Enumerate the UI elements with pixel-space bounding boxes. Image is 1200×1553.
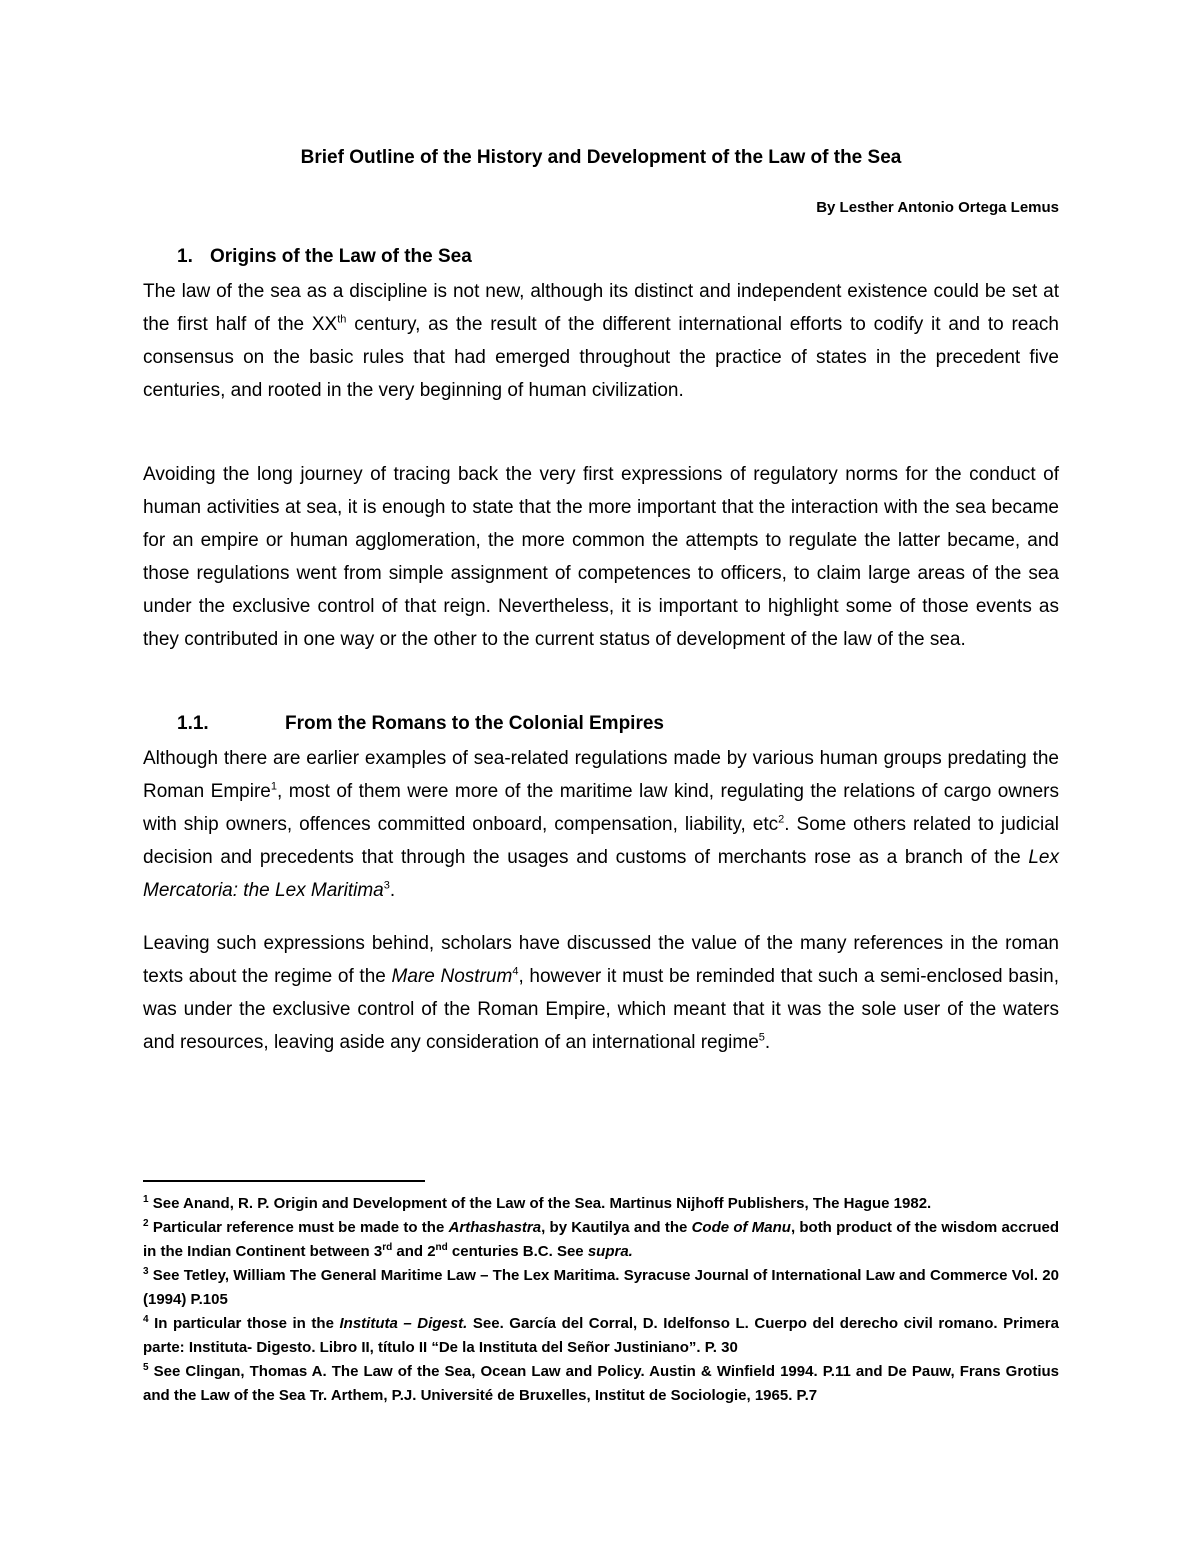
footnote-ref-1[interactable]: 1 — [270, 780, 277, 793]
italic-text: Mare Nostrum — [391, 966, 513, 987]
footnote-text: See Anand, R. P. Origin and Development of the Law of the Sea. Martinus Nijhoff Publishers, The Hague 1982. — [148, 1195, 932, 1212]
footnote-3 — [143, 1264, 1059, 1312]
footnote-text: Particular reference must be made to the — [148, 1219, 449, 1236]
paragraph-text: . — [389, 880, 396, 901]
paragraph-text: The law of the sea as a discipline is not new, although its distinct and independent existence could be set at the first half of the XX — [143, 281, 1059, 335]
footnote-ref-3[interactable]: 3 — [383, 879, 390, 892]
footnote-text: See Tetley, William The General Maritime Law – The Lex Maritima. Syracuse Journal of International Law and Commerce Vol. 20 (1994) P.105 — [143, 1267, 1059, 1308]
section-heading-1 — [177, 244, 472, 270]
footnote-separator — [143, 1180, 425, 1182]
paragraph-text: Although there are earlier examples of sea-related regulations made by various human groups predating the Roman Empire — [143, 748, 1059, 802]
italic-text: Arthashastra — [448, 1219, 542, 1236]
paragraph-text: , most of them were more of the maritime law kind, regulating the relations of cargo owners with ship owners, offences committed onboard, compensation, liability, etc — [143, 781, 1059, 835]
footnote-2 — [143, 1216, 1059, 1264]
superscript: nd — [435, 1242, 448, 1253]
footnote-text: See. García del Corral, D. Idelfonso L. Cuerpo del derecho civil romano. Primera parte: Instituta- Digesto. Libro II, título II “De la Instituta del Señor Justiniano”. P. 30 — [143, 1315, 1059, 1356]
footnote-text: , both product of the wisdom accrued in the Indian Continent between 3 — [143, 1219, 1059, 1260]
footnote-text: , by Kautilya and the — [541, 1219, 692, 1236]
paragraph-text: . Some others related to judicial decision and precedents that through the usages and customs of merchants rose as a branch of the — [143, 814, 1060, 868]
paragraph-text: . — [764, 1032, 771, 1053]
footnote-text: and 2 — [392, 1243, 436, 1260]
section-number: 1. — [177, 246, 193, 267]
italic-text: supra. — [587, 1243, 633, 1260]
superscript: rd — [382, 1242, 393, 1253]
paragraph — [143, 927, 1059, 1059]
footnote-text: centuries B.C. See — [447, 1243, 588, 1260]
section-title: From the Romans to the Colonial Empires — [285, 713, 664, 734]
footnote-text: In particular those in the — [148, 1315, 340, 1332]
italic-text: Lex Mercatoria: the Lex Maritima — [143, 847, 1059, 901]
footnote-ref-5[interactable]: 5 — [758, 1031, 765, 1044]
italic-text: Instituta – Digest. — [339, 1315, 468, 1332]
section-title: Origins of the Law of the Sea — [210, 246, 472, 267]
footnote-marker: 3 — [143, 1266, 149, 1277]
footnote-marker: 5 — [143, 1362, 149, 1373]
footnote-1 — [143, 1192, 1059, 1216]
paragraph-text: century, as the result of the different international efforts to codify it and to reach consensus on the basic rules that had emerged throughout the practice of states in the precedent five centuries, and rooted in the very beginning of human civilization. — [143, 314, 1059, 401]
footnote-marker: 4 — [143, 1314, 149, 1325]
footnote-ref-4[interactable]: 4 — [512, 965, 519, 978]
paragraph — [143, 742, 1059, 907]
paragraph — [143, 275, 1059, 407]
paragraph-text: Leaving such expressions behind, scholars have discussed the value of the many references in the roman texts about the regime of the — [143, 933, 1059, 987]
document-title: Brief Outline of the History and Development of the Law of the Sea — [300, 147, 902, 168]
footnotes — [143, 1192, 1059, 1408]
footnote-ref-2[interactable]: 2 — [778, 813, 785, 826]
footnote-4 — [143, 1312, 1059, 1360]
section-heading-1-1 — [177, 711, 664, 737]
section-number: 1.1. — [177, 713, 209, 734]
paragraph: Avoiding the long journey of tracing back the very first expressions of regulatory norms for the conduct of human activities at sea, it is enough to state that the more important that the interaction with the sea became for an empire or human agglomeration, the more common the attempts to regulate the latter became, and those regulations went from simple assignment of competences to officers, to claim large areas of the sea under the exclusive control of that reign. Nevertheless, it is important to highlight some of those events as they contributed in one way or the other to the current status of development of the law of the sea. — [143, 464, 1059, 650]
footnote-marker: 2 — [143, 1218, 149, 1229]
superscript: th — [337, 313, 347, 326]
paragraph-text: , however it must be reminded that such a semi-enclosed basin, was under the exclusive control of the Roman Empire, which meant that it was the sole user of the waters and resources, leaving aside any consideration of an international regime — [143, 966, 1059, 1053]
italic-text: Code of Manu — [691, 1219, 791, 1236]
footnote-text: See Clingan, Thomas A. The Law of the Sea, Ocean Law and Policy. Austin & Winfield 1994. P.11 and De Pauw, Frans Grotius and the Law of the Sea Tr. Arthem, P.J. Université de Bruxelles, Institut de Sociologie, 1965. P.7 — [143, 1363, 1059, 1404]
footnote-5 — [143, 1360, 1059, 1408]
footnote-marker: 1 — [143, 1194, 149, 1205]
author-line: By Lesther Antonio Ortega Lemus — [816, 199, 1059, 216]
